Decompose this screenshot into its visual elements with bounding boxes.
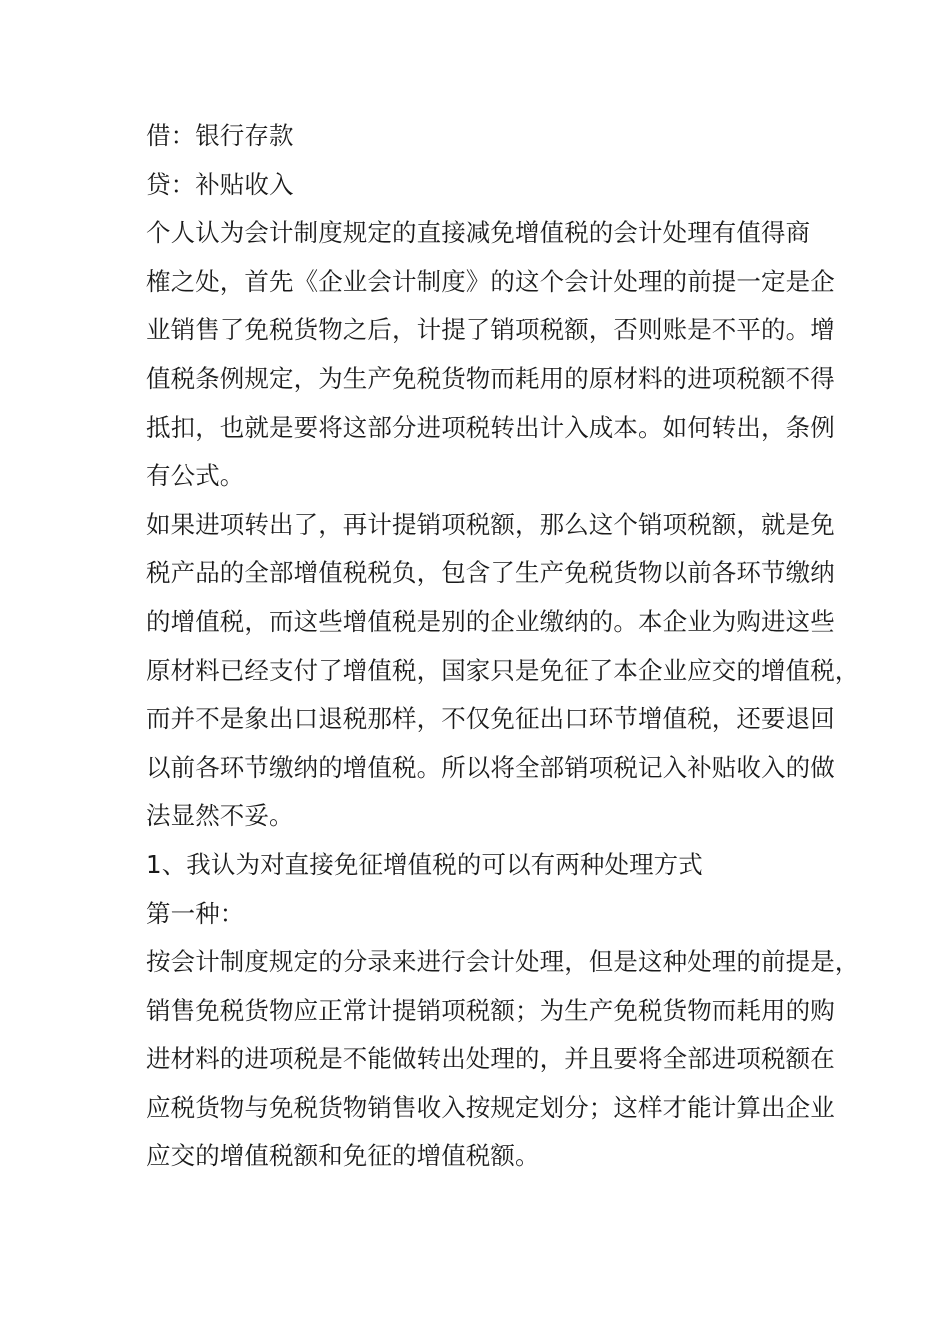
document-body [146, 112, 860, 1181]
text-line: 按会计制度规定的分录来进行会计处理，但是这种处理的前提是， [146, 947, 860, 977]
text-line: 而并不是象出口退税那样，不仅免征出口环节增值税，还要退回 [146, 704, 835, 734]
paragraph-method-one [146, 938, 860, 1181]
text-line: 税产品的全部增值税税负，包含了生产免税货物以前各环节缴纳 [146, 558, 835, 588]
text-line: 值税条例规定，为生产免税货物而耗用的原材料的进项税额不得 [146, 363, 835, 393]
paragraph-opinion [146, 209, 835, 501]
text-line: 榷之处，首先《企业会计制度》的这个会计处理的前提一定是企 [146, 266, 835, 296]
text-line: 抵扣，也就是要将这部分进项税转出计入成本。如何转出，条例 [146, 412, 835, 442]
text-line: 销售免税货物应正常计提销项税额；为生产免税货物而耗用的购 [146, 995, 835, 1025]
text-line: 原材料已经支付了增值税，国家只是免征了本企业应交的增值税， [146, 655, 860, 685]
text-line: 如果进项转出了，再计提销项税额，那么这个销项税额，就是免 [146, 509, 835, 539]
text-line: 的增值税，而这些增值税是别的企业缴纳的。本企业为购进这些 [146, 606, 835, 636]
text-line: 法显然不妥。 [146, 801, 294, 831]
text-line-credit: 贷：补贴收入 [146, 169, 294, 199]
text-line: 进材料的进项税是不能做转出处理的，并且要将全部进项税额在 [146, 1044, 835, 1074]
section-heading-1 [146, 841, 810, 890]
journal-entry [146, 112, 810, 209]
subheading-label: 第一种： [146, 898, 245, 928]
numbered-heading: 1、我认为对直接免征增值税的可以有两种处理方式 [146, 849, 703, 879]
paragraph-analysis [146, 501, 860, 841]
text-line: 应交的增值税额和免征的增值税额。 [146, 1141, 540, 1171]
subheading-first [146, 890, 810, 939]
text-line: 以前各环节缴纳的增值税。所以将全部销项税记入补贴收入的做 [146, 752, 835, 782]
text-line: 业销售了免税货物之后，计提了销项税额，否则账是不平的。增 [146, 315, 835, 345]
text-line-debit: 借：银行存款 [146, 121, 294, 150]
text-line: 有公式。 [146, 461, 245, 491]
text-line: 应税货物与免税货物销售收入按规定划分；这样才能计算出企业 [146, 1092, 835, 1122]
text-line: 个人认为会计制度规定的直接减免增值税的会计处理有值得商 [146, 218, 811, 248]
